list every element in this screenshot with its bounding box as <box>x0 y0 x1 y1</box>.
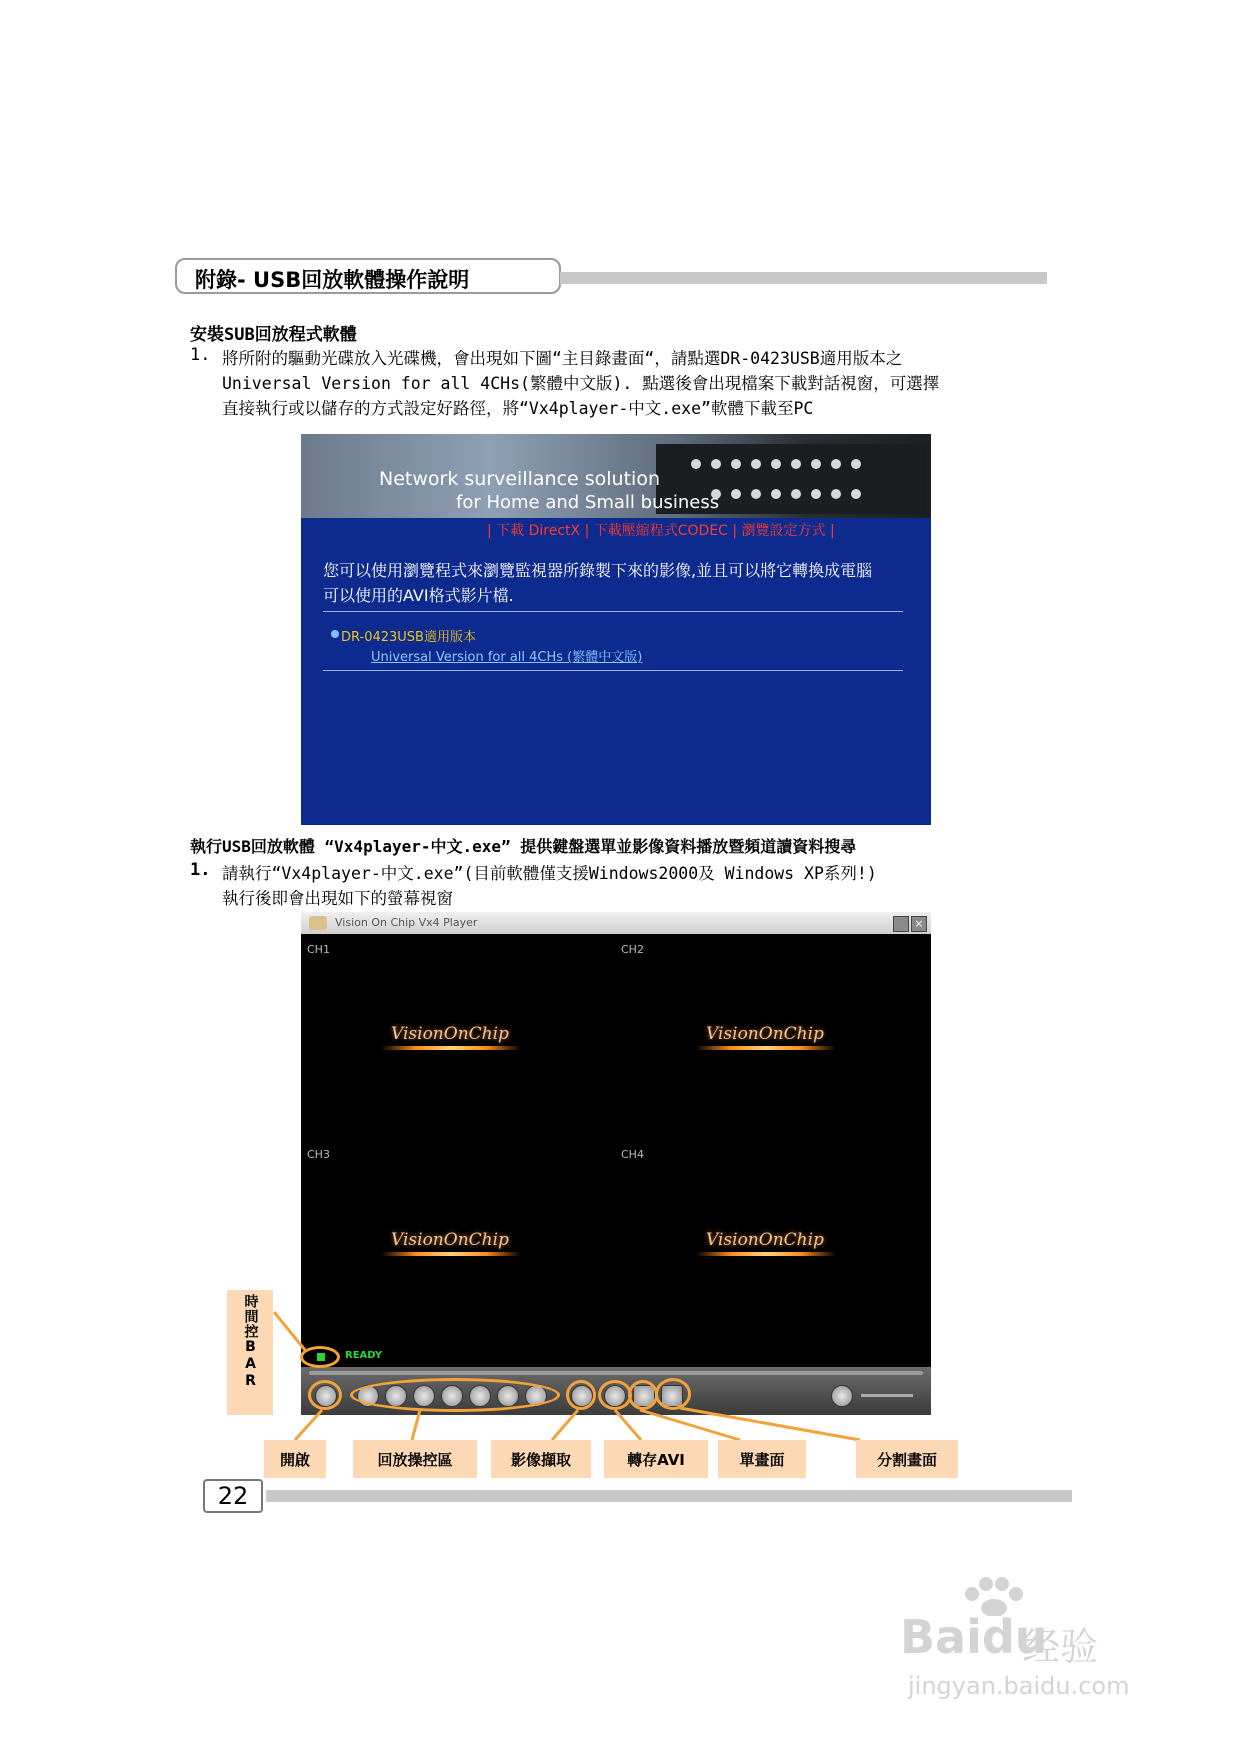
player-title: Vision On Chip Vx4 Player <box>335 916 478 929</box>
callout-time-bar-text: 時間控BAR <box>242 1294 259 1390</box>
callout-time-bar <box>227 1290 273 1415</box>
web-description-line1: 您可以使用瀏覽程式來瀏覽監視器所錄製下來的影像,並且可以將它轉換成電腦 <box>323 561 873 580</box>
page-header-title: 附錄- USB回放軟體操作說明 <box>195 268 470 292</box>
web-download-links[interactable]: | 下載 DirectX | 下載壓縮程式CODEC | 瀏覽設定方式 | <box>487 523 835 539</box>
channel-label-1: CH1 <box>307 943 330 956</box>
channel-logo-3: VisionOnChip <box>391 1230 509 1250</box>
baidu-watermark <box>900 1576 1130 1706</box>
page-number: 22 <box>203 1479 263 1513</box>
section1-step-number: 1. <box>190 345 211 365</box>
watermark-brand-b: du <box>981 1610 1048 1664</box>
channel-label-4: CH4 <box>621 1148 644 1161</box>
footer-rule <box>266 1490 1072 1502</box>
callout-snapshot: 影像擷取 <box>491 1440 591 1478</box>
section2-line1: 請執行“Vx4player-中文.exe”(目前軟體僅支援Windows2000及 Windows XP系列!) <box>222 864 877 883</box>
watermark-cn: 经验 <box>1022 1625 1099 1669</box>
section2-step-number: 1. <box>190 860 211 880</box>
channel-label-2: CH2 <box>621 943 644 956</box>
channel-logo-2: VisionOnChip <box>706 1024 824 1044</box>
channel-label-3: CH3 <box>307 1148 330 1161</box>
watermark-url: jingyan.baidu.com <box>908 1672 1130 1700</box>
callout-open: 開啟 <box>264 1440 326 1478</box>
section2-line2: 執行後即會出現如下的螢幕視窗 <box>222 889 453 908</box>
section1-line1: 將所附的驅動光碟放入光碟機，會出現如下圖“主目錄畫面“，請點選DR-0423USB適用版本之 <box>222 349 903 368</box>
close-icon[interactable]: × <box>911 916 927 932</box>
web-banner-subtitle: for Home and Small business <box>456 492 720 513</box>
channel-logo-1: VisionOnChip <box>391 1024 509 1044</box>
web-description-line2: 可以使用的AVI格式影片檔. <box>323 586 514 605</box>
section1-line3: 直接執行或以儲存的方式設定好路徑，將“Vx4player-中文.exe”軟體下載至PC <box>222 399 814 418</box>
web-item-title: DR-0423USB適用版本 <box>341 630 476 645</box>
channel-logo-4: VisionOnChip <box>706 1230 824 1250</box>
web-banner-title: Network surveillance solution <box>379 468 660 490</box>
callout-single: 單畫面 <box>718 1440 806 1478</box>
section2-heading: 執行USB回放軟體 “Vx4player-中文.exe” 提供鍵盤選單並影像資料播放暨頻道讀資料搜尋 <box>190 837 857 856</box>
callout-avi: 轉存AVI <box>604 1440 708 1478</box>
watermark-brand-a: Bai <box>900 1610 982 1664</box>
status-text: READY <box>345 1350 383 1361</box>
section1-line2: Universal Version for all 4CHs(繁體中文版). 點選後會出現檔案下載對話視窗，可選擇 <box>222 374 940 393</box>
web-item-link[interactable]: Universal Version for all 4CHs (繁體中文版) <box>371 650 643 665</box>
callout-playback: 回放操控區 <box>353 1440 477 1478</box>
section1-heading: 安裝SUB回放程式軟體 <box>190 325 357 345</box>
callout-split: 分割畫面 <box>856 1440 958 1478</box>
